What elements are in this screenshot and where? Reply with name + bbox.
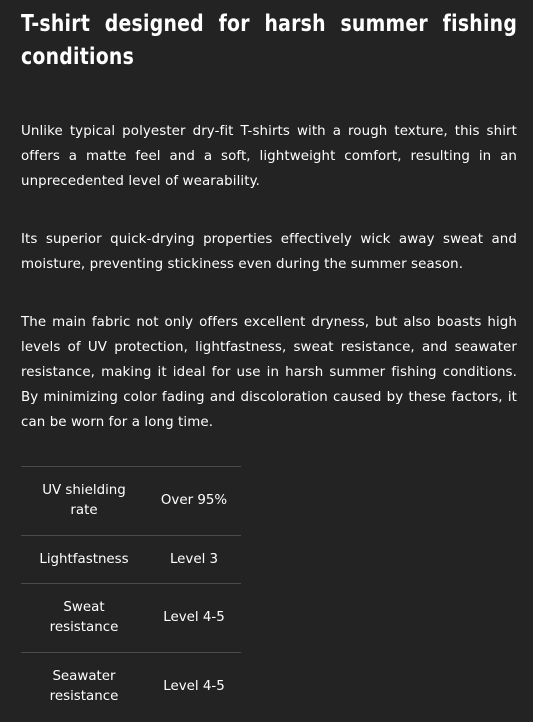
- description-paragraph-2: Its superior quick-drying properties effectively wick away sweat and moisture, preventing stickiness even during the summer season.: [21, 232, 517, 272]
- spec-table: [21, 466, 241, 722]
- spec-label-line: UV shielding: [42, 483, 126, 498]
- spec-value: Level 4-5: [163, 610, 225, 625]
- spec-row-seawater-resistance: [21, 653, 241, 722]
- spec-label: [21, 584, 147, 653]
- spec-label-line: Seawater: [52, 669, 116, 685]
- spec-row-sweat-resistance: [21, 584, 241, 653]
- description-paragraph-1: Unlike typical polyester dry-fit T-shirts with a rough texture, this shirt offers a matte feel and a soft, lightweight comfort, resulting in an unprecedented level of wearability.: [21, 124, 517, 189]
- spec-label-line: Sweat: [63, 600, 105, 615]
- spec-value: Level 3: [169, 551, 219, 567]
- spec-row-lightfastness: [21, 536, 241, 584]
- spec-value: Over 95%: [160, 493, 228, 508]
- spec-label-line: resistance: [49, 689, 119, 705]
- spec-label-line: Lightfastness: [39, 551, 129, 567]
- spec-label-line: rate: [70, 503, 98, 518]
- spec-label: [21, 653, 147, 722]
- description-paragraph-3: The main fabric not only offers excellent dryness, but also boasts high levels of UV protection, lightfastness, sweat resistance, and seawater resistance, making it ideal for use in harsh summer fishing conditions. By minimizing color fading and discoloration caused by these factors, it can be worn for a long time.: [21, 315, 517, 430]
- spec-value: Level 4-5: [163, 679, 225, 695]
- spec-row-uv-shielding: [21, 467, 241, 536]
- spec-label: [21, 467, 147, 536]
- spec-label: [21, 536, 147, 584]
- page-title: T-shirt designed for harsh summer fishing conditions: [21, 11, 518, 70]
- spec-label-line: resistance: [49, 620, 119, 635]
